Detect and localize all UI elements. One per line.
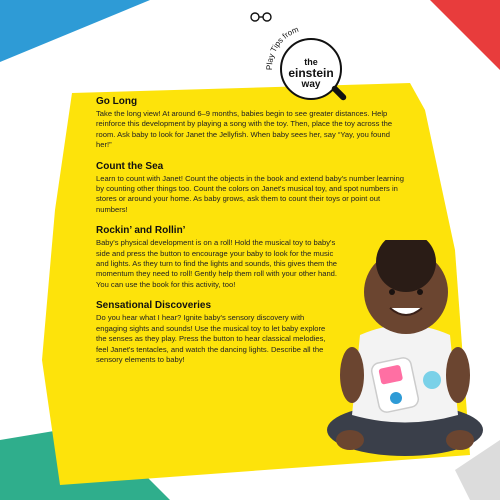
einstein-way-badge (250, 12, 360, 107)
badge-line-way: way (301, 79, 321, 90)
tip-section-go-long (96, 96, 406, 151)
badge-line-einstein: einstein (288, 66, 334, 80)
tip-body: Do you hear what I hear? Ignite baby's sensory discovery with engaging sights and sounds! Use the musical toy to let baby explore the senses as they play. Press the button to hear classical melodies, feel Janet's tentacles, and watch the dancing lights. Describe all the sensory elements to baby! (96, 313, 326, 364)
tip-title: Go Long (96, 96, 138, 107)
badge-arc-label: Play Tips from (264, 24, 300, 71)
badge-line-the: the (304, 57, 318, 67)
tip-body: Learn to count with Janet! Count the objects in the book and extend baby's number learning by counting other things too. Count the colors on Janet's musical toy, and spot numbers in stores or around your home. As baby grows, ask them to count their toys or point out numbers! (96, 173, 404, 214)
badge-logo-text (282, 57, 340, 90)
tip-title: Sensational Discoveries (96, 300, 212, 312)
tip-section-count-the-sea (96, 161, 406, 216)
glasses-icon (250, 12, 272, 22)
tip-body: Take the long view! At around 6–9 months, babies begin to see greater distances. Help reinforce this development by playing a song with the toy. Then, place the toy across the room. Ask baby to look for Janet the Jellyfish. When baby sees her, say “Yay, you found her!” (96, 109, 393, 150)
tip-title: Count the Sea (96, 160, 164, 172)
tip-body: Baby's physical development is on a roll! Hold the musical toy to baby's side and press the button to encourage your baby to look for the music and lights. As they turn to find the lights and sounds, this gives them the momentum they need to roll! Gently help them roll with your other hand. You can use the book for this activity, too! (96, 238, 338, 289)
baby-with-toy-photo (320, 240, 490, 470)
tip-title: Rockin’ and Rollin’ (96, 225, 186, 237)
